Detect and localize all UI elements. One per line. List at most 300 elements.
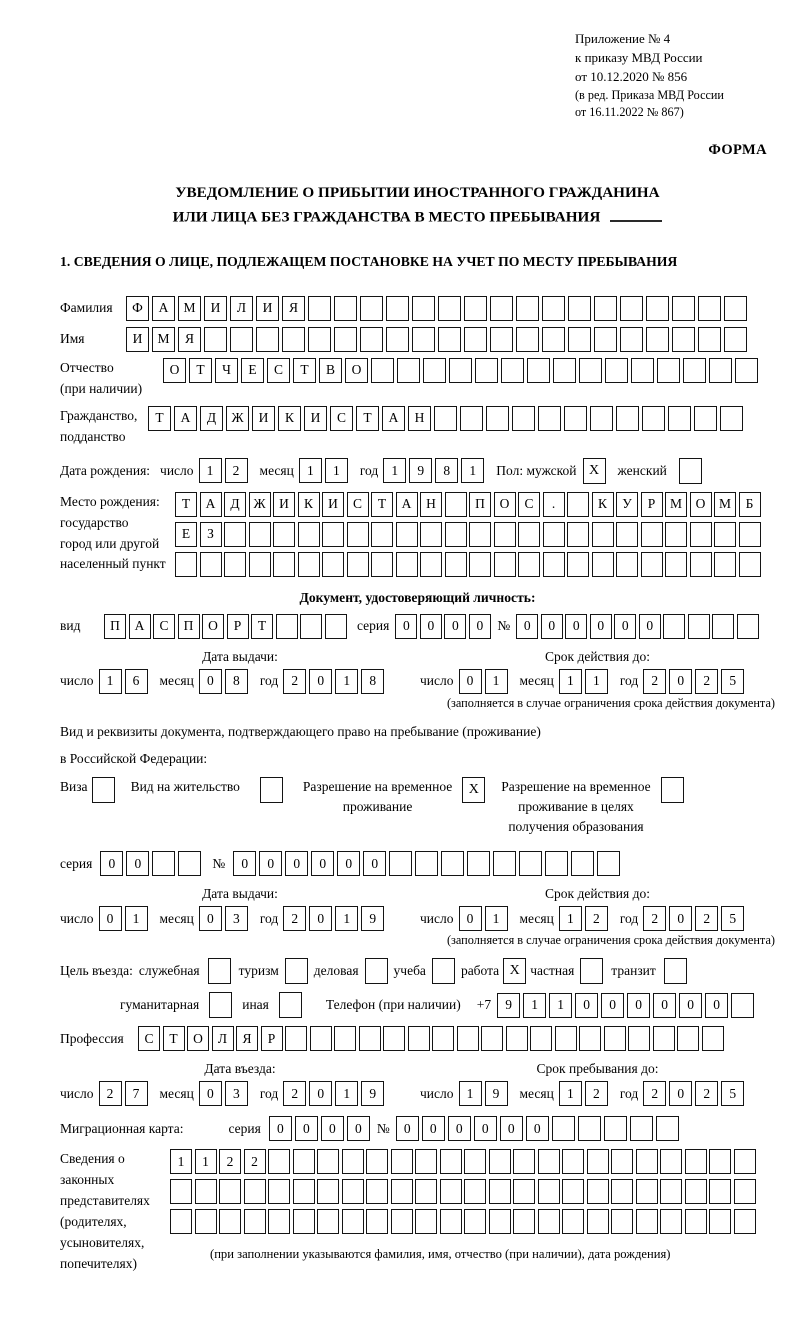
char-box[interactable] [568, 327, 591, 352]
purpose-transit-checkbox[interactable] [664, 958, 687, 984]
char-box[interactable]: 0 [295, 1116, 318, 1141]
char-box[interactable]: 0 [516, 614, 538, 639]
char-box[interactable] [347, 522, 369, 547]
char-box[interactable] [396, 522, 418, 547]
char-box[interactable] [519, 851, 542, 876]
char-box[interactable] [538, 1149, 560, 1174]
char-box[interactable]: 0 [565, 614, 587, 639]
char-box[interactable]: 0 [669, 906, 692, 931]
char-box[interactable] [739, 552, 761, 577]
char-box[interactable] [268, 1179, 290, 1204]
char-box[interactable]: Л [230, 296, 253, 321]
char-box[interactable]: 0 [705, 993, 728, 1018]
char-box[interactable] [440, 1179, 462, 1204]
char-box[interactable]: 0 [526, 1116, 549, 1141]
res-doc-number-boxes[interactable] [233, 851, 623, 876]
char-box[interactable] [415, 1149, 437, 1174]
purpose-humanitarian-checkbox[interactable] [209, 992, 232, 1018]
char-box[interactable]: О [187, 1026, 209, 1051]
char-box[interactable] [660, 1209, 682, 1234]
char-box[interactable]: 9 [485, 1081, 508, 1106]
char-box[interactable]: 1 [559, 906, 582, 931]
char-box[interactable] [702, 1026, 724, 1051]
char-box[interactable]: Е [241, 358, 264, 383]
char-box[interactable]: 0 [199, 669, 222, 694]
patronymic-boxes[interactable] [163, 358, 761, 383]
char-box[interactable]: 0 [679, 993, 702, 1018]
id-doc-series-boxes[interactable] [395, 614, 493, 639]
id-doc-number-boxes[interactable] [516, 614, 761, 639]
char-box[interactable] [571, 851, 594, 876]
migration-card-series-boxes[interactable] [269, 1116, 373, 1141]
char-box[interactable]: 1 [559, 1081, 582, 1106]
char-box[interactable] [597, 851, 620, 876]
id-doc-issue-month-boxes[interactable] [199, 669, 251, 694]
char-box[interactable]: М [152, 327, 175, 352]
char-box[interactable] [587, 1149, 609, 1174]
char-box[interactable] [709, 1209, 731, 1234]
char-box[interactable]: Б [739, 492, 761, 517]
purpose-official-checkbox[interactable] [208, 958, 231, 984]
entry-year-boxes[interactable] [283, 1081, 387, 1106]
char-box[interactable] [293, 1209, 315, 1234]
char-box[interactable] [230, 327, 253, 352]
char-box[interactable] [616, 406, 639, 431]
char-box[interactable] [734, 1179, 756, 1204]
char-box[interactable] [636, 1209, 658, 1234]
sex-male-checkbox[interactable]: X [583, 458, 606, 484]
char-box[interactable]: 2 [225, 458, 248, 483]
char-box[interactable]: 2 [695, 1081, 718, 1106]
char-box[interactable] [391, 1209, 413, 1234]
char-box[interactable]: Р [261, 1026, 283, 1051]
char-box[interactable]: 1 [485, 906, 508, 931]
char-box[interactable]: 1 [383, 458, 406, 483]
char-box[interactable]: 2 [283, 906, 306, 931]
char-box[interactable]: Л [212, 1026, 234, 1051]
char-box[interactable]: 0 [469, 614, 491, 639]
char-box[interactable] [317, 1179, 339, 1204]
char-box[interactable] [415, 1209, 437, 1234]
char-box[interactable]: 1 [170, 1149, 192, 1174]
char-box[interactable]: 0 [311, 851, 334, 876]
char-box[interactable] [672, 327, 695, 352]
char-box[interactable]: 0 [627, 993, 650, 1018]
char-box[interactable]: 2 [283, 669, 306, 694]
char-box[interactable] [383, 1026, 405, 1051]
char-box[interactable]: У [616, 492, 638, 517]
char-box[interactable]: 0 [541, 614, 563, 639]
char-box[interactable] [592, 552, 614, 577]
char-box[interactable] [604, 1116, 627, 1141]
char-box[interactable] [249, 552, 271, 577]
char-box[interactable] [366, 1179, 388, 1204]
char-box[interactable] [438, 296, 461, 321]
char-box[interactable]: 0 [309, 1081, 332, 1106]
char-box[interactable] [665, 522, 687, 547]
char-box[interactable] [249, 522, 271, 547]
id-doc-issue-day-boxes[interactable] [99, 669, 151, 694]
char-box[interactable]: 1 [585, 669, 608, 694]
char-box[interactable] [170, 1179, 192, 1204]
char-box[interactable] [464, 1149, 486, 1174]
char-box[interactable] [366, 1149, 388, 1174]
char-box[interactable]: 1 [299, 458, 322, 483]
char-box[interactable]: 0 [395, 614, 417, 639]
char-box[interactable] [714, 522, 736, 547]
char-box[interactable] [545, 851, 568, 876]
char-box[interactable]: 1 [195, 1149, 217, 1174]
char-box[interactable]: 0 [444, 614, 466, 639]
char-box[interactable]: Я [178, 327, 201, 352]
purpose-work-checkbox[interactable]: X [503, 958, 526, 984]
char-box[interactable]: 2 [643, 1081, 666, 1106]
char-box[interactable] [391, 1149, 413, 1174]
char-box[interactable] [334, 1026, 356, 1051]
char-box[interactable]: 0 [199, 1081, 222, 1106]
char-box[interactable]: 2 [695, 669, 718, 694]
char-box[interactable]: 0 [363, 851, 386, 876]
char-box[interactable] [611, 1209, 633, 1234]
char-box[interactable] [663, 614, 685, 639]
purpose-business-checkbox[interactable] [365, 958, 388, 984]
char-box[interactable] [322, 552, 344, 577]
res-doc-issue-month-boxes[interactable] [199, 906, 251, 931]
purpose-tourism-checkbox[interactable] [285, 958, 308, 984]
char-box[interactable] [543, 522, 565, 547]
char-box[interactable] [440, 1209, 462, 1234]
char-box[interactable]: 0 [337, 851, 360, 876]
char-box[interactable]: 0 [653, 993, 676, 1018]
char-box[interactable] [712, 614, 734, 639]
char-box[interactable]: З [200, 522, 222, 547]
representatives-boxes-row2[interactable] [170, 1179, 758, 1204]
char-box[interactable] [672, 296, 695, 321]
char-box[interactable]: 2 [585, 1081, 608, 1106]
char-box[interactable] [273, 552, 295, 577]
res-doc-series-boxes[interactable] [100, 851, 204, 876]
char-box[interactable] [342, 1209, 364, 1234]
char-box[interactable] [244, 1209, 266, 1234]
char-box[interactable]: Ж [249, 492, 271, 517]
residence-permit-checkbox[interactable] [260, 777, 283, 803]
birthdate-month-boxes[interactable] [299, 458, 351, 483]
char-box[interactable] [469, 522, 491, 547]
res-doc-valid-month-boxes[interactable] [559, 906, 611, 931]
char-box[interactable] [415, 1179, 437, 1204]
char-box[interactable]: 2 [244, 1149, 266, 1174]
stay-until-month-boxes[interactable] [559, 1081, 611, 1106]
res-doc-valid-year-boxes[interactable] [643, 906, 747, 931]
id-doc-valid-day-boxes[interactable] [459, 669, 511, 694]
char-box[interactable]: Р [641, 492, 663, 517]
char-box[interactable]: 8 [361, 669, 384, 694]
char-box[interactable] [739, 522, 761, 547]
char-box[interactable] [513, 1179, 535, 1204]
char-box[interactable] [298, 552, 320, 577]
char-box[interactable] [178, 851, 201, 876]
char-box[interactable]: С [153, 614, 175, 639]
char-box[interactable]: 2 [99, 1081, 122, 1106]
char-box[interactable] [642, 406, 665, 431]
char-box[interactable] [489, 1149, 511, 1174]
char-box[interactable]: 1 [99, 669, 122, 694]
char-box[interactable] [660, 1179, 682, 1204]
birthdate-day-boxes[interactable] [199, 458, 251, 483]
char-box[interactable] [694, 406, 717, 431]
entry-day-boxes[interactable] [99, 1081, 151, 1106]
char-box[interactable]: М [714, 492, 736, 517]
char-box[interactable] [391, 1179, 413, 1204]
char-box[interactable]: 0 [459, 669, 482, 694]
char-box[interactable] [256, 327, 279, 352]
char-box[interactable]: 1 [485, 669, 508, 694]
char-box[interactable]: 0 [199, 906, 222, 931]
name-boxes[interactable] [126, 327, 750, 352]
char-box[interactable] [542, 296, 565, 321]
char-box[interactable] [513, 1149, 535, 1174]
char-box[interactable] [244, 1179, 266, 1204]
char-box[interactable]: 0 [601, 993, 624, 1018]
char-box[interactable]: 2 [283, 1081, 306, 1106]
char-box[interactable] [224, 522, 246, 547]
char-box[interactable] [219, 1179, 241, 1204]
char-box[interactable]: Ч [215, 358, 238, 383]
char-box[interactable] [636, 1179, 658, 1204]
char-box[interactable]: 0 [309, 669, 332, 694]
char-box[interactable] [334, 296, 357, 321]
char-box[interactable]: А [396, 492, 418, 517]
char-box[interactable] [445, 522, 467, 547]
char-box[interactable]: К [592, 492, 614, 517]
char-box[interactable] [386, 327, 409, 352]
char-box[interactable] [709, 1149, 731, 1174]
char-box[interactable]: И [273, 492, 295, 517]
char-box[interactable]: 0 [500, 1116, 523, 1141]
char-box[interactable]: 0 [448, 1116, 471, 1141]
char-box[interactable] [195, 1179, 217, 1204]
char-box[interactable] [224, 552, 246, 577]
char-box[interactable] [334, 327, 357, 352]
char-box[interactable] [268, 1149, 290, 1174]
char-box[interactable] [445, 552, 467, 577]
char-box[interactable] [660, 1149, 682, 1174]
char-box[interactable] [317, 1149, 339, 1174]
char-box[interactable]: К [298, 492, 320, 517]
char-box[interactable]: А [152, 296, 175, 321]
char-box[interactable] [360, 327, 383, 352]
char-box[interactable] [620, 327, 643, 352]
char-box[interactable] [620, 296, 643, 321]
char-box[interactable] [628, 1026, 650, 1051]
char-box[interactable]: Т [293, 358, 316, 383]
char-box[interactable]: Н [408, 406, 431, 431]
char-box[interactable] [630, 1116, 653, 1141]
char-box[interactable]: 0 [420, 614, 442, 639]
char-box[interactable]: А [200, 492, 222, 517]
char-box[interactable]: 3 [225, 1081, 248, 1106]
char-box[interactable]: Я [282, 296, 305, 321]
char-box[interactable] [325, 614, 347, 639]
char-box[interactable] [567, 522, 589, 547]
char-box[interactable] [469, 552, 491, 577]
char-box[interactable] [564, 406, 587, 431]
char-box[interactable] [501, 358, 524, 383]
char-box[interactable]: 0 [639, 614, 661, 639]
char-box[interactable]: 2 [643, 669, 666, 694]
char-box[interactable] [467, 851, 490, 876]
char-box[interactable] [530, 1026, 552, 1051]
char-box[interactable]: Т [148, 406, 171, 431]
char-box[interactable] [464, 1209, 486, 1234]
char-box[interactable]: 7 [125, 1081, 148, 1106]
char-box[interactable] [396, 552, 418, 577]
char-box[interactable] [714, 552, 736, 577]
char-box[interactable]: Т [163, 1026, 185, 1051]
id-doc-type-boxes[interactable] [104, 614, 349, 639]
char-box[interactable]: 5 [721, 906, 744, 931]
char-box[interactable] [587, 1209, 609, 1234]
char-box[interactable] [440, 1149, 462, 1174]
char-box[interactable] [538, 406, 561, 431]
char-box[interactable] [668, 406, 691, 431]
char-box[interactable]: Т [356, 406, 379, 431]
char-box[interactable] [460, 406, 483, 431]
char-box[interactable] [553, 358, 576, 383]
char-box[interactable]: 1 [335, 906, 358, 931]
char-box[interactable] [653, 1026, 675, 1051]
char-box[interactable] [578, 1116, 601, 1141]
char-box[interactable] [300, 614, 322, 639]
purpose-study-checkbox[interactable] [432, 958, 455, 984]
char-box[interactable] [527, 358, 550, 383]
char-box[interactable]: Т [371, 492, 393, 517]
char-box[interactable]: С [138, 1026, 160, 1051]
char-box[interactable] [709, 1179, 731, 1204]
char-box[interactable] [195, 1209, 217, 1234]
char-box[interactable] [490, 327, 513, 352]
visa-checkbox[interactable] [92, 777, 115, 803]
char-box[interactable] [371, 552, 393, 577]
res-doc-issue-year-boxes[interactable] [283, 906, 387, 931]
temp-residence-edu-checkbox[interactable] [661, 777, 684, 803]
char-box[interactable] [308, 296, 331, 321]
char-box[interactable] [731, 993, 754, 1018]
char-box[interactable] [489, 1179, 511, 1204]
id-doc-issue-year-boxes[interactable] [283, 669, 387, 694]
char-box[interactable]: 0 [422, 1116, 445, 1141]
char-box[interactable] [408, 1026, 430, 1051]
char-box[interactable]: 2 [585, 906, 608, 931]
char-box[interactable]: 5 [721, 1081, 744, 1106]
char-box[interactable] [170, 1209, 192, 1234]
char-box[interactable] [486, 406, 509, 431]
char-box[interactable] [317, 1209, 339, 1234]
char-box[interactable] [724, 327, 747, 352]
representatives-boxes-row1[interactable] [170, 1149, 758, 1174]
char-box[interactable]: 0 [99, 906, 122, 931]
char-box[interactable] [475, 358, 498, 383]
char-box[interactable] [665, 552, 687, 577]
char-box[interactable]: Р [227, 614, 249, 639]
temp-residence-checkbox[interactable]: X [462, 777, 485, 803]
char-box[interactable]: 0 [285, 851, 308, 876]
char-box[interactable] [538, 1209, 560, 1234]
char-box[interactable] [371, 358, 394, 383]
char-box[interactable]: 2 [695, 906, 718, 931]
char-box[interactable]: П [104, 614, 126, 639]
char-box[interactable] [397, 358, 420, 383]
birthdate-year-boxes[interactable] [383, 458, 487, 483]
char-box[interactable] [285, 1026, 307, 1051]
char-box[interactable] [592, 522, 614, 547]
char-box[interactable]: 0 [259, 851, 282, 876]
char-box[interactable] [493, 851, 516, 876]
char-box[interactable] [359, 1026, 381, 1051]
surname-boxes[interactable] [126, 296, 750, 321]
char-box[interactable]: А [129, 614, 151, 639]
char-box[interactable] [636, 1149, 658, 1174]
char-box[interactable]: О [690, 492, 712, 517]
char-box[interactable]: 1 [199, 458, 222, 483]
char-box[interactable]: И [322, 492, 344, 517]
char-box[interactable] [490, 296, 513, 321]
char-box[interactable]: 9 [361, 1081, 384, 1106]
purpose-other-checkbox[interactable] [279, 992, 302, 1018]
char-box[interactable]: 0 [321, 1116, 344, 1141]
char-box[interactable] [562, 1179, 584, 1204]
char-box[interactable] [506, 1026, 528, 1051]
birthplace-boxes-row2[interactable] [175, 522, 763, 547]
char-box[interactable] [657, 358, 680, 383]
char-box[interactable] [464, 327, 487, 352]
char-box[interactable]: О [163, 358, 186, 383]
char-box[interactable]: К [278, 406, 301, 431]
char-box[interactable]: А [382, 406, 405, 431]
char-box[interactable]: 8 [225, 669, 248, 694]
char-box[interactable] [282, 327, 305, 352]
char-box[interactable] [734, 1209, 756, 1234]
char-box[interactable]: 1 [335, 669, 358, 694]
char-box[interactable]: 0 [669, 669, 692, 694]
birthplace-boxes-row3[interactable] [175, 552, 763, 577]
char-box[interactable]: М [665, 492, 687, 517]
res-doc-valid-day-boxes[interactable] [459, 906, 511, 931]
char-box[interactable] [611, 1149, 633, 1174]
char-box[interactable] [616, 522, 638, 547]
char-box[interactable] [518, 552, 540, 577]
char-box[interactable] [631, 358, 654, 383]
char-box[interactable]: Я [236, 1026, 258, 1051]
char-box[interactable]: 1 [559, 669, 582, 694]
char-box[interactable]: 1 [335, 1081, 358, 1106]
char-box[interactable] [432, 1026, 454, 1051]
char-box[interactable] [683, 358, 706, 383]
stay-until-year-boxes[interactable] [643, 1081, 747, 1106]
purpose-private-checkbox[interactable] [580, 958, 603, 984]
char-box[interactable] [434, 406, 457, 431]
char-box[interactable] [445, 492, 467, 517]
char-box[interactable]: П [178, 614, 200, 639]
char-box[interactable] [616, 552, 638, 577]
char-box[interactable] [512, 406, 535, 431]
char-box[interactable] [567, 492, 589, 517]
profession-boxes[interactable] [138, 1026, 726, 1051]
char-box[interactable] [690, 552, 712, 577]
char-box[interactable] [641, 552, 663, 577]
citizenship-boxes[interactable] [148, 406, 746, 431]
char-box[interactable] [735, 358, 758, 383]
